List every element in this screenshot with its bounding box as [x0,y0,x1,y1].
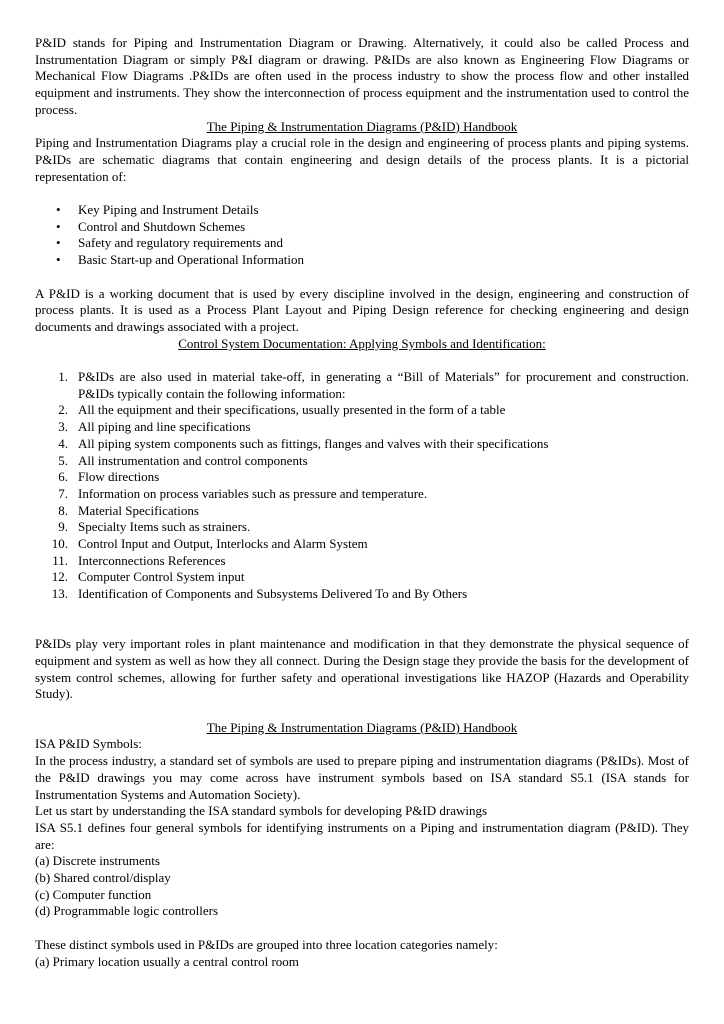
symbol-item: (d) Programmable logic controllers [35,903,219,919]
list-item: 8. Material Specifications [58,502,199,518]
list-item: 7. Information on process variables such as pressure and temperature. [58,485,428,501]
list-item: 13. Identification of Components and Subsystems Delivered To and By Others [51,586,468,602]
source-reference: Control System Documentation: Applying Symbols and Identification: [178,335,546,351]
section-heading: ISA P&ID Symbols: [35,736,142,752]
intro-paragraph: P&ID stands for Piping and Instrumentation Diagram or Drawing. Alternatively, it could also be called Process and Instrumentation Diagram or simply P&I diagram or drawing. P&IDs are also known as Engineering Flow Diagrams or Mechanical Flow Diagrams .P&IDs are often used in the process industry to show the process flow and other installed equipment and instruments. They show the interconnection of process equipment and the instrumentation used to control the process. [35,35,689,117]
list-item: 3. All piping and line specifications [58,419,251,435]
list-item: • Basic Start-up and Operational Information [35,252,689,269]
overview-paragraph: Piping and Instrumentation Diagrams play a crucial role in the design and engineering of process plants and piping systems. P&IDs are schematic diagrams that contain engineering and design details of the process plants. It is a pictorial representation of: [35,135,689,184]
spacer [35,185,689,202]
spacer [35,269,689,286]
spacer [35,352,689,369]
spacer [35,603,689,636]
numbered-list [35,369,689,603]
list-item: 2. All the equipment and their specifications, usually presented in the form of a table [58,402,506,418]
list-item: 6. Flow directions [58,469,160,485]
list-item: 4. All piping system components such as fittings, flanges and valves with their specifications [58,435,549,451]
source-reference: The Piping & Instrumentation Diagrams (P&ID) Handbook [206,719,518,735]
source-reference: The Piping & Instrumentation Diagrams (P&ID) Handbook [206,118,518,134]
list-item: 10. Control Input and Output, Interlocks and Alarm System [51,536,368,552]
working-document-paragraph: A P&ID is a working document that is used by every discipline involved in the design, engineering and construction of process plants. It is used as a Process Plant Layout and Piping Design reference for checking engineering and design documents and drawings associated with a project. [35,285,689,334]
list-item: 11. Interconnections References [52,552,226,568]
list-item: 12. Computer Control System input [51,569,245,585]
list-item: 5. All instrumentation and control components [58,452,308,468]
spacer [35,703,689,720]
document-page [35,35,689,970]
isa-paragraph: In the process industry, a standard set of symbols are used to prepare piping and instrumentation diagrams (P&IDs). Most of the P&ID drawings you may come across have instrument symbols based on ISA standard S5.1 (ISA stands for Instrumentation Systems and Automation Society). [35,753,689,802]
symbol-item: (a) Discrete instruments [35,853,160,869]
maintenance-paragraph: P&IDs play very important roles in plant maintenance and modification in that they demonstrate the physical sequence of equipment and system as well as how they all connect. During the Design stage they provide the basis for the development of system control schemes, allowing for further safety and operational investigations like HAZOP (Hazards and Operability Study). [35,636,689,702]
symbol-item: (c) Computer function [35,886,152,902]
list-item: 9. Specialty Items such as strainers. [58,519,251,535]
isa-intro-line: Let us start by understanding the ISA standard symbols for developing P&ID drawings [35,803,488,819]
spacer [35,920,689,937]
isa-symbols-paragraph: ISA S5.1 defines four general symbols for identifying instruments on a Piping and instrumentation diagram (P&ID). They are: [35,819,689,852]
symbol-item: (b) Shared control/display [35,870,171,886]
bullet-list [35,202,689,269]
list-item: 1. P&IDs are also used in material take-off, in generating a “Bill of Materials” for procurement and construction. P&IDs typically contain the following information: [58,369,689,401]
list-item: • Key Piping and Instrument Details [35,202,689,219]
location-paragraph: These distinct symbols used in P&IDs are grouped into three location categories namely: [35,936,498,952]
location-item: (a) Primary location usually a central control room [35,953,299,969]
list-item: • Control and Shutdown Schemes [35,219,689,236]
list-item: • Safety and regulatory requirements and [35,235,689,252]
